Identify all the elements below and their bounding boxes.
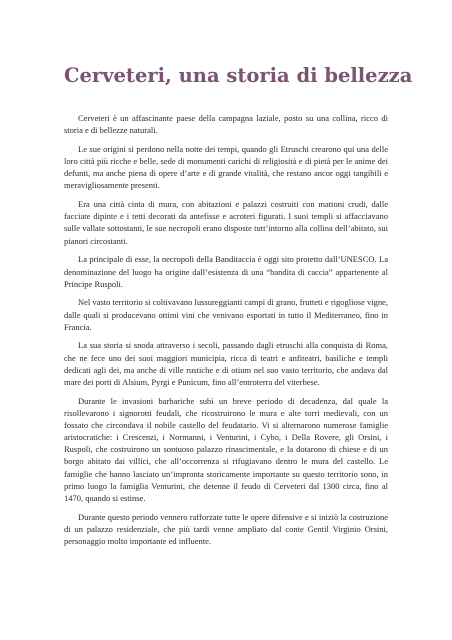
paragraph: Durante le invasioni barbariche subì un breve periodo di decadenza, dal quale la risollevarono i signorotti feudali, che ricostruirono le mura e alte torri medievali, con un fossato che circondava il nobile castello del feudatario. Vi si alternarono numerose famiglie aristocratiche: i Crescenzi, i Normanni, i Venturini, i Cybo, i Della Rovere, gli Orsini, i Ruspoli, che costruirono un sontuoso palazzo rinascimentale, e la dotarono di chiese e di un borgo abitato dai villici, che all’occorrenza si rifugiavano dentro le mura del castello. Le famiglie che hanno lasciato un’impronta storicamente importante su questo territorio sono, in primo luogo la famiglia Venturini, che detenne il feudo di Cerveteri dal 1300 circa, fino al 1470, quando si estinse. [64,395,388,503]
paragraph: Durante questo periodo vennero rafforzate tutte le opere difensive e si iniziò la costruzione di un palazzo residenziale, che più tardi venne ampliato dal conte Gentil Virginio Orsini, personaggio molto importante ed influente. [64,511,388,546]
paragraph: La principale di esse, la necropoli della Banditaccia è oggi sito protetto dall’UNESCO. La denominazione del luogo ha origine dall’esistenza di una “bandita di caccia” appartenente al Principe Ruspoli. [64,254,388,289]
paragraph: La sua storia si snoda attraverso i secoli, passando dagli etruschi alla conquista di Roma, che ne fece uno dei suoi maggiori municipia, ricca di teatri e anfiteatri, basiliche e templi dedicati agli dei, ma anche di ville rustiche e di otium nel suo vasto territorio, che andava dal mare dei porti di Alsium, Pyrgi e Punicum, fino all’entroterra del viterbese. [64,340,388,387]
paragraph: Nel vasto territorio si coltivavano lussureggianti campi di grano, frutteti e rigogliose vigne, dalle quali si producevano ottimi vini che venivano esportati in tutto il Mediterraneo, fino in Francia. [64,297,388,332]
paragraph: Era una città cinta di mura, con abitazioni e palazzi costruiti con mattoni crudi, dalle facciate dipinte e i tetti decorati da antefisse e acroteri figurati. I suoi templi si affacciavano sulle vallate sottostanti, le sue necropoli erano disposte tutt’intorno alla collina dell’abitato, sui pianori circostanti. [64,199,388,246]
paragraph: Le sue origini si perdono nella notte dei tempi, quando gli Etruschi crearono qui una delle loro città più ricche e belle, sede di monumenti carichi di religiosità e di pietà per le anime dei defunti, ma anche piena di opere d’arte e di grande vitalità, che restano ancor oggi tangibili e meravigliosamente presenti. [64,143,388,191]
body-text [64,112,388,554]
paragraph: Cerveteri è un affascinante paese della campagna laziale, posto su una collina, ricco di storia e di bellezze naturali. [64,113,388,136]
page-title: Cerveteri, una storia di bellezza [64,64,413,87]
